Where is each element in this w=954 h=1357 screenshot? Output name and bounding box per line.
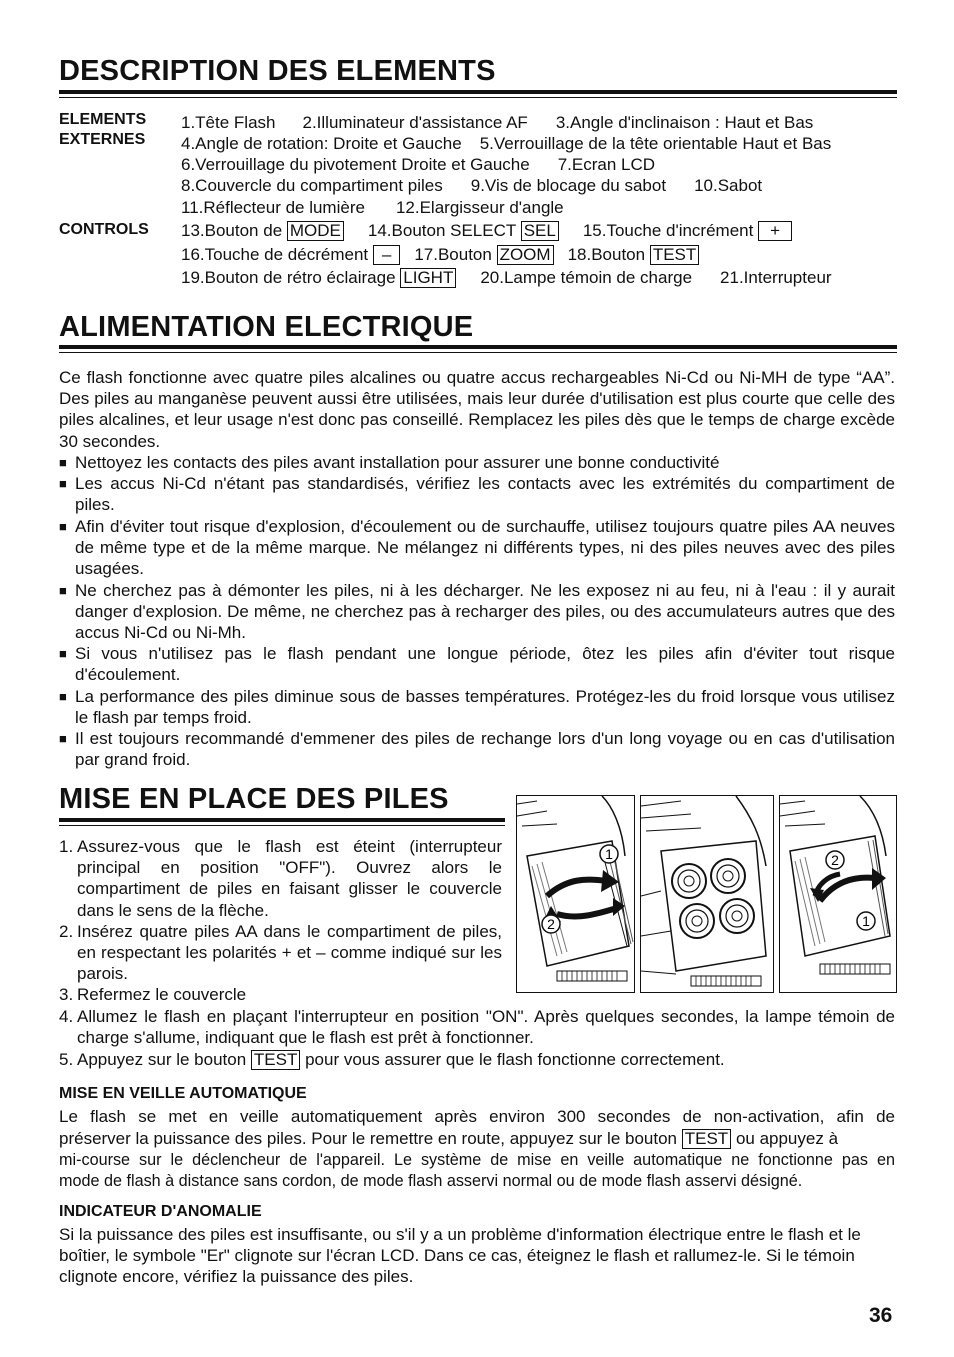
controls-label: CONTROLS <box>59 221 149 238</box>
section-title-mise-en-place: MISE EN PLACE DES PILES <box>59 783 449 815</box>
veille-line-3: mi-course sur le déclencheur de l'appareil. Le système de mise en veille automatique ne fonctionne pas en <box>59 1151 895 1169</box>
step-5: 5. Appuyez sur le bouton TEST pour vous assurer que le flash fonctionne correctement. <box>59 1050 725 1069</box>
step-1: 1. Assurez-vous que le flash est éteint (interrupteur principal en position "OFF"). Ouvrez alors le compartiment de piles en faisant glisser le couvercle dans le sens de la flèche. <box>59 837 502 920</box>
light-button-label: LIGHT <box>400 268 456 288</box>
illustration-close-cover <box>779 795 897 993</box>
bullet-4: ■ Ne cherchez pas à démonter les piles, ni à les décharger. Ne les exposez ni au feu, ni à l'eau : il y aurait danger d'explosion. De même, ne cherchez pas à recharger des piles, ou des accumulateurs autres que des accus Ni-Cd ou Ni-Mh. <box>59 581 895 643</box>
illustration-batteries <box>640 795 774 993</box>
flash-open-cover-drawing <box>517 796 634 992</box>
bullet-3: ■ Afin d'éviter tout risque d'explosion, d'écoulement ou de surchauffe, utilisez toujours quatre piles AA neuves de même type et de la même marque. Ne mélangez ni différents types, ni des piles neuves avec des piles usagées. <box>59 517 895 579</box>
flash-batteries-drawing <box>641 796 773 992</box>
title-rule-thin <box>59 352 897 353</box>
zoom-button-label: ZOOM <box>497 245 554 265</box>
test-button-label: TEST <box>682 1129 731 1149</box>
callout-1: 1 <box>605 846 613 862</box>
anomalie-text: Si la puissance des piles est insuffisante, ou s'il y a un problème d'information électrique entre le flash et le boîtier, le symbole "Er" clignote sur l'écran LCD. Dans ce cas, éteignez le flash et rallumez-le. Si le témoin clignote encore, vérifiez la puissance des piles. <box>59 1225 861 1287</box>
page-number: 36 <box>869 1304 893 1327</box>
title-rule-thin <box>59 97 897 98</box>
step-3: 3. Refermez le couvercle <box>59 985 247 1004</box>
title-rule-thin <box>59 825 505 826</box>
plus-button-label: + <box>758 221 792 241</box>
external-line-2: 4.Angle de rotation: Droite et Gauche 5.Verrouillage de la tête orientable Haut et Bas <box>181 134 832 153</box>
controls-line-2: 16.Touche de décrément – 17.Bouton ZOOM 18.Bouton TEST <box>181 244 699 265</box>
sel-button-label: SEL <box>521 221 559 241</box>
title-rule <box>59 345 897 349</box>
controls-line-3: 19.Bouton de rétro éclairage LIGHT 20.Lampe témoin de charge 21.Interrupteur <box>181 268 832 287</box>
step-2: 2. Insérez quatre piles AA dans le compartiment de piles, en respectant les polarités + et – comme indiqué sur les parois. <box>59 922 502 984</box>
bullet-6: ■ La performance des piles diminue sous de basses températures. Protégez-les du froid lorsque vous utilisez le flash par temps froid. <box>59 687 895 728</box>
veille-title: MISE EN VEILLE AUTOMATIQUE <box>59 1085 307 1102</box>
title-rule <box>59 90 897 94</box>
bullet-2: ■ Les accus Ni-Cd n'étant pas standardisés, vérifiez les contacts avec les extrémités du compartiment de piles. <box>59 474 895 515</box>
title-rule <box>59 818 505 822</box>
test-button-label: TEST <box>251 1050 300 1070</box>
mode-button-label: MODE <box>287 221 344 241</box>
minus-button-label: – <box>373 245 400 265</box>
callout-2: 2 <box>831 852 839 868</box>
bullet-1: ■ Nettoyez les contacts des piles avant installation pour assurer une bonne conductivité <box>59 453 720 472</box>
illustration-open-cover <box>516 795 635 993</box>
section-title-alimentation: ALIMENTATION ELECTRIQUE <box>59 311 474 343</box>
bullet-5: ■ Si vous n'utilisez pas le flash pendant une longue période, ôtez les piles afin d'éviter tout risque d'écoulement. <box>59 644 895 685</box>
external-label: ELEMENTS EXTERNES <box>59 111 147 148</box>
anomalie-title: INDICATEUR D'ANOMALIE <box>59 1203 262 1220</box>
callout-2: 2 <box>547 916 555 932</box>
external-line-3: 6.Verrouillage du pivotement Droite et Gauche 7.Ecran LCD <box>181 155 656 174</box>
callout-1: 1 <box>862 913 870 929</box>
veille-line-1: Le flash se met en veille automatiquement après environ 300 secondes de non-activation, afin de <box>59 1107 895 1126</box>
step-4: 4. Allumez le flash en plaçant l'interrupteur en position "ON". Après quelques secondes, la lampe témoin de charge s'allume, indiquant que le flash est prêt à fonctionner. <box>59 1007 895 1048</box>
section-title-description: DESCRIPTION DES ELEMENTS <box>59 55 496 87</box>
external-line-4: 8.Couvercle du compartiment piles 9.Vis de blocage du sabot 10.Sabot <box>181 176 763 195</box>
veille-line-4: mode de flash à distance sans cordon, de mode flash asservi normal ou de mode flash asservi désigné. <box>59 1172 803 1190</box>
test-button-label: TEST <box>650 245 699 265</box>
flash-close-cover-drawing <box>780 796 896 992</box>
veille-line-2: préserver la puissance des piles. Pour le remettre en route, appuyez sur le bouton TEST ou appuyez à <box>59 1129 839 1148</box>
external-line-5: 11.Réflecteur de lumière 12.Elargisseur d'angle <box>181 198 564 217</box>
controls-line-1: 13.Bouton de MODE 14.Bouton SELECT SEL 15.Touche d'incrément + <box>181 220 792 241</box>
bullet-7: ■ Il est toujours recommandé d'emmener des piles de rechange lors d'un long voyage ou en cas d'utilisation par grand froid. <box>59 729 895 770</box>
alimentation-intro: Ce flash fonctionne avec quatre piles alcalines ou quatre accus rechargeables Ni-Cd ou Ni-MH de type “AA”. Des piles au manganèse peuvent aussi être utilisées, mais leur durée d'utilisation est plus courte que celle des piles alcalines, et leur usage n'est donc pas conseillé. Remplacez les piles dès que le temps de charge excède 30 secondes. <box>59 368 895 451</box>
external-line-1: 1.Tête Flash 2.Illuminateur d'assistance AF 3.Angle d'inclinaison : Haut et Bas <box>181 113 814 132</box>
